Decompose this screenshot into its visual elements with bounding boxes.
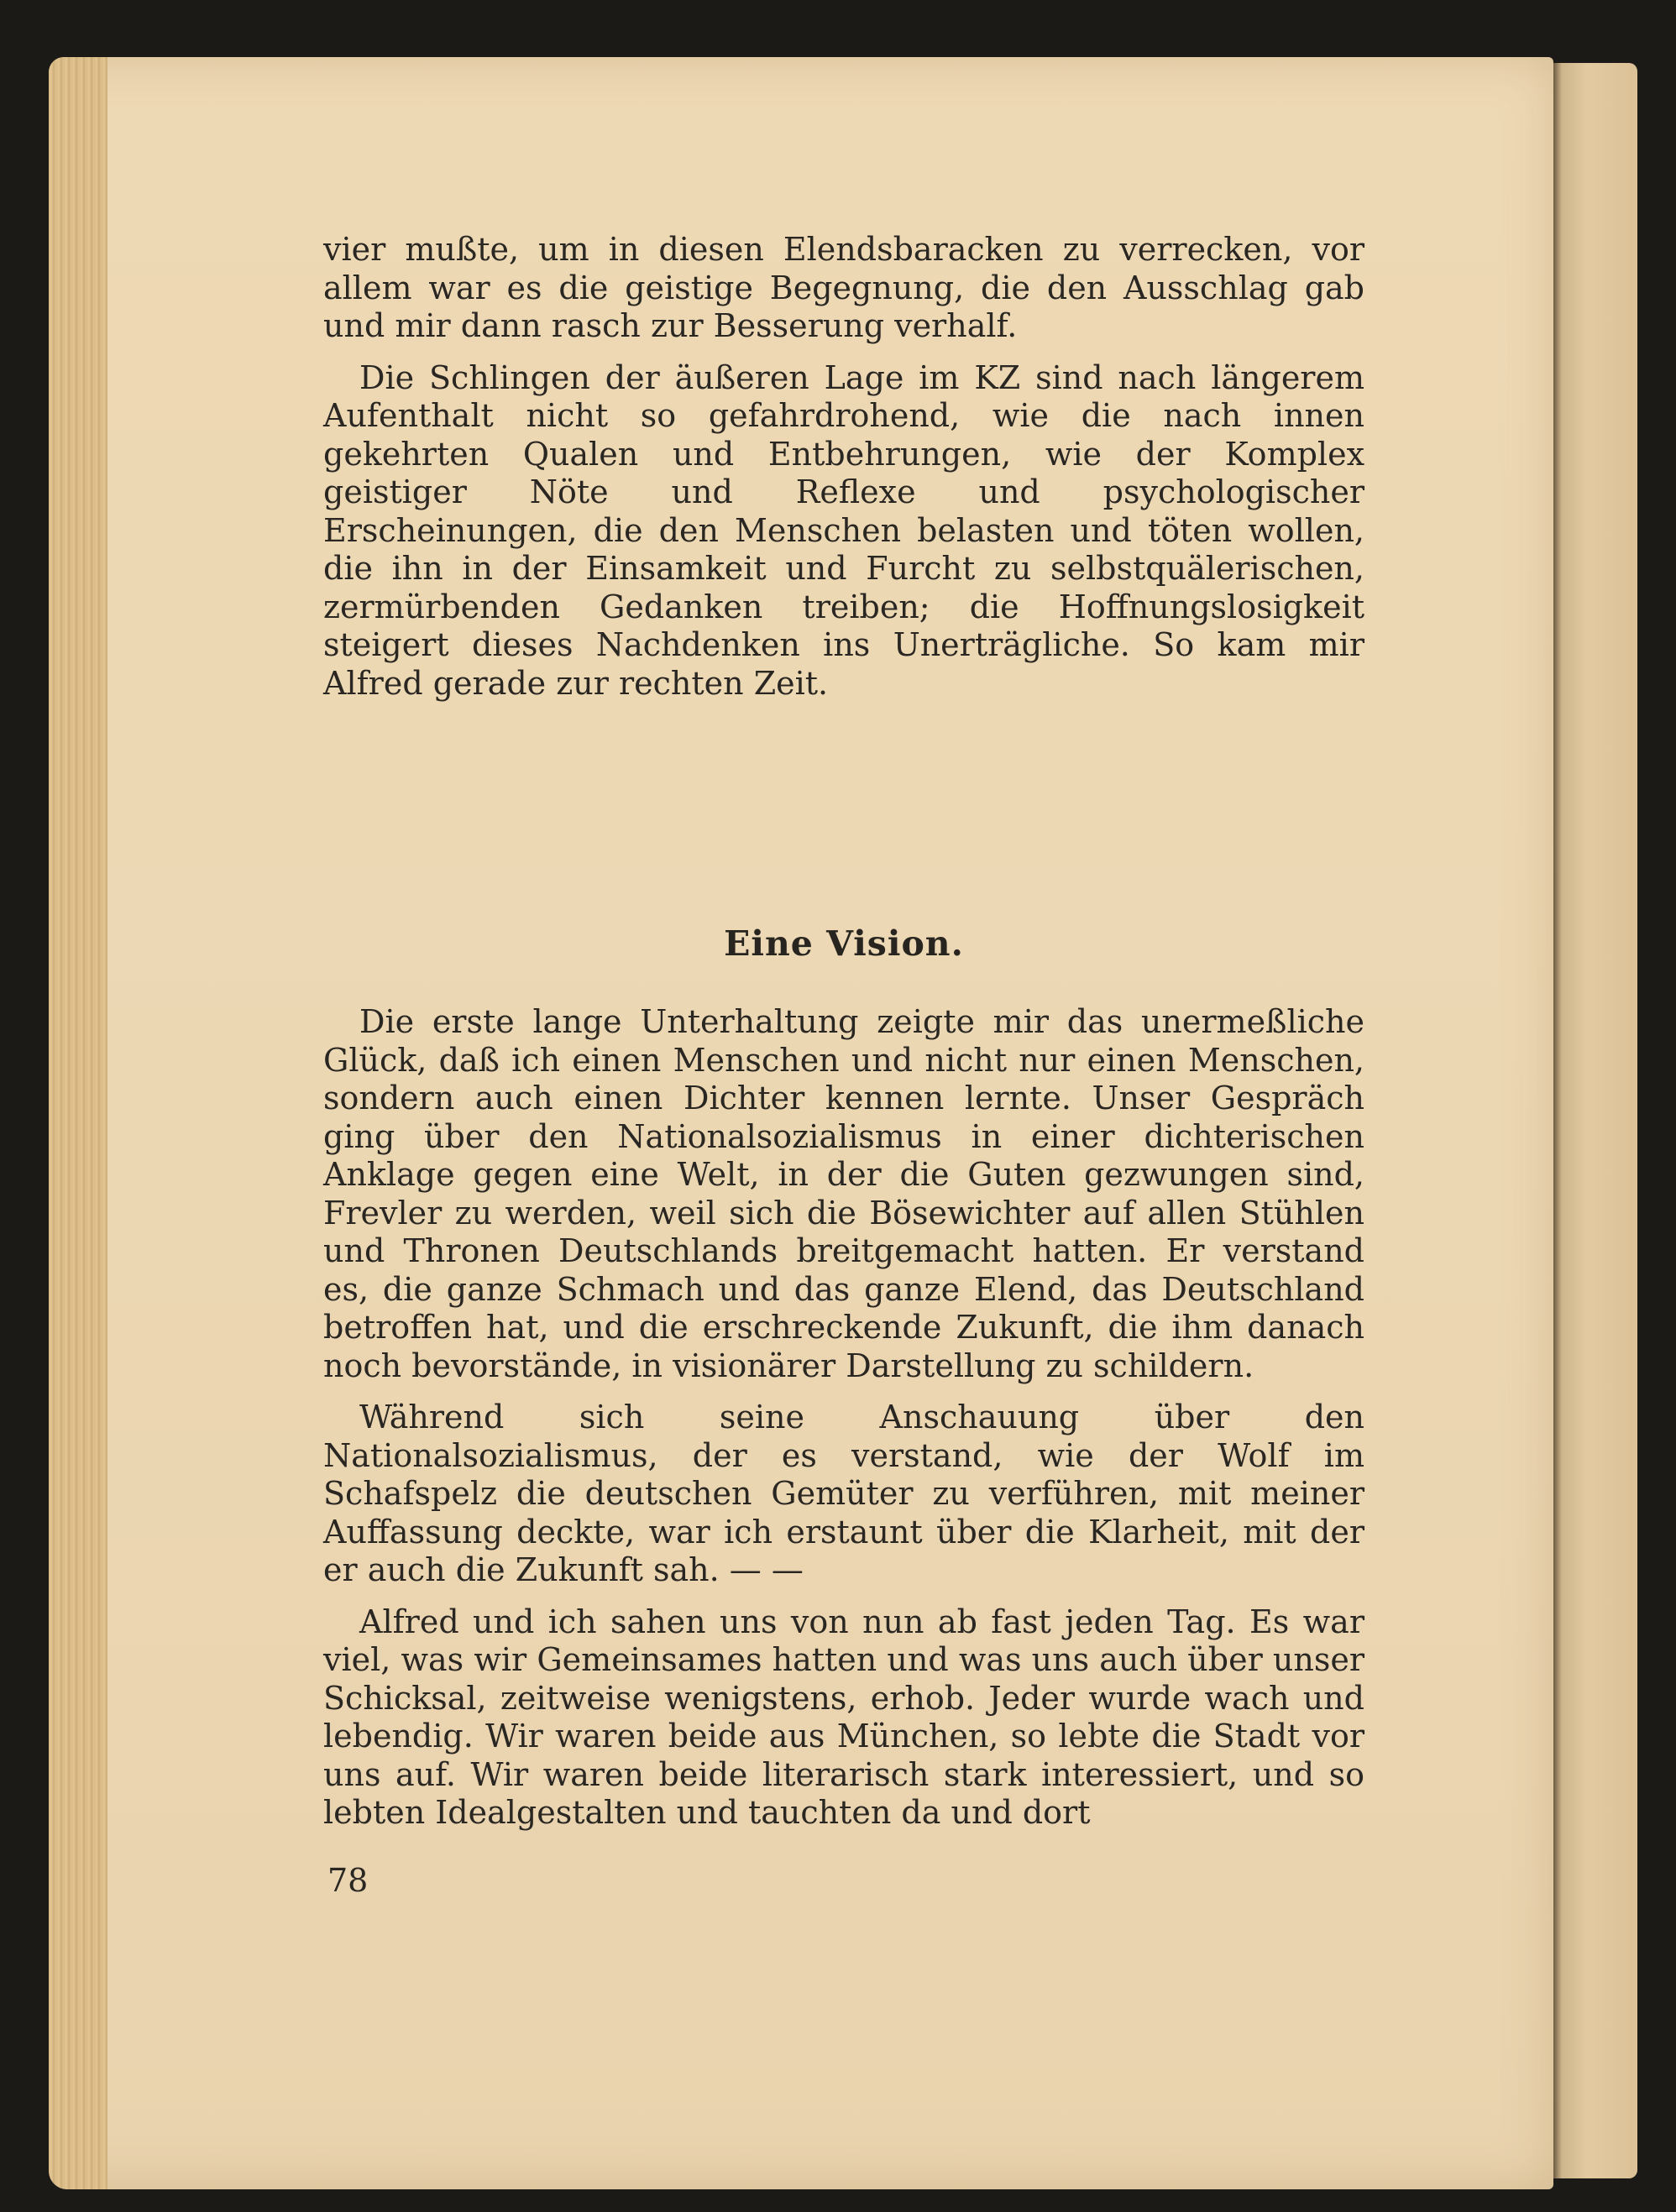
page-stack-edge: [49, 57, 107, 2189]
intro-text-block: [323, 231, 1364, 716]
paragraph: Während sich seine Anschauung über den Nationalsozialismus, der es verstand, wie der Wolf im Schafspelz die deutschen Gemüter zu verführen, mit meiner Auffassung deckte, war ich erstaunt über die Klarheit, mit der er auch die Zukunft sah. — —: [323, 1399, 1364, 1588]
paragraph: Die Schlingen der äußeren Lage im KZ sind nach längerem Aufenthalt nicht so gefahrdrohend, wie die nach innen gekehrten Qualen und Entbehrungen, wie der Komplex geistiger Nöte und Reflexe und psychologischer Erscheinungen, die den Menschen belasten und töten wollen, die ihn in der Einsamkeit und Furcht zu selbstquälerischen, zermürbenden Gedanken treiben; die Hoffnungslosigkeit steigert dieses Nachdenken ins Unerträgliche. So kam mir Alfred gerade zur rechten Zeit.: [323, 358, 1364, 702]
paragraph: Die erste lange Unterhaltung zeigte mir das unermeßliche Glück, daß ich einen Menschen und nicht nur einen Menschen, sondern auch einen Dichter kennen lernte. Unser Gespräch ging über den Nationalsozialismus in einer dichterischen Anklage gegen eine Welt, in der die Guten gezwungen sind, Frevler zu werden, weil sich die Bösewichter auf allen Stühlen und Thronen Deutschlands breitgemacht hatten. Er verstand es, die ganze Schmach und das ganze Elend, das Deutschland betroffen hat, und die erschreckende Zukunft, die ihm danach noch bevorstände, in visionärer Darstellung zu schildern.: [323, 1003, 1364, 1384]
paragraph: Alfred und ich sahen uns von nun ab fast jeden Tag. Es war viel, was wir Gemeinsames hatten und was uns auch über unser Schicksal, zeitweise wenigstens, erhob. Jeder wurde wach und lebendig. Wir waren beide aus München, so lebte die Stadt vor uns auf. Wir waren beide literarisch stark interessiert, und so lebten Idealgestalten und tauchten da und dort: [323, 1603, 1364, 1831]
section-heading-wrap: [323, 923, 1364, 964]
adjacent-page-edge: [1553, 63, 1637, 2178]
paragraph-continued: vier mußte, um in diesen Elendsbaracken zu verrecken, vor allem war es die geistige Begegnung, die den Ausschlag gab und mir dann rasch zur Besserung verhalf.: [323, 231, 1364, 344]
page-number: 78: [327, 1862, 369, 1899]
section-text-block: [323, 1003, 1364, 1846]
section-heading: Eine Vision.: [724, 923, 964, 964]
